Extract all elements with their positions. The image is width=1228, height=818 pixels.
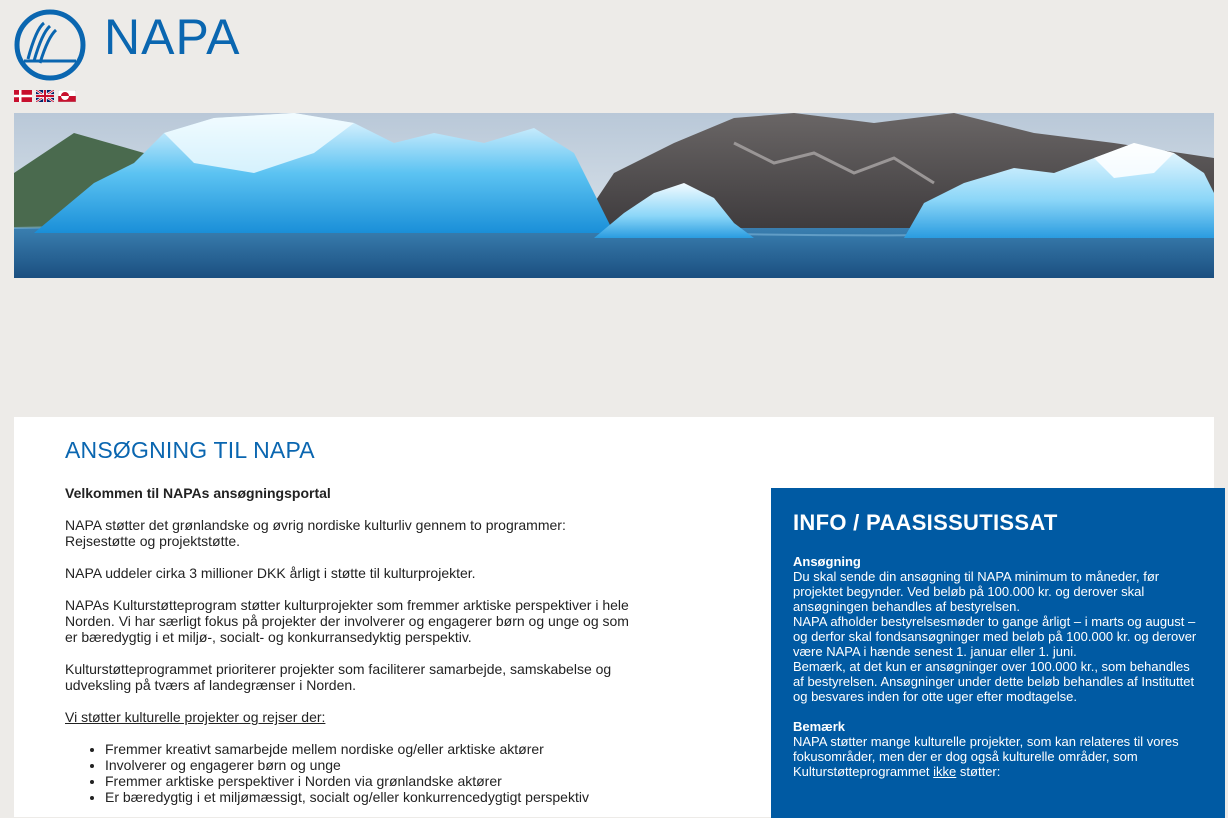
language-switcher (14, 90, 76, 102)
note-label: Bemærk (793, 719, 846, 734)
list-item: • Fremmer arktiske perspektiver i Norden via grønlandske aktører (105, 773, 635, 789)
note-text-before: NAPA støtter mange kulturelle projekter, som kan relateres til vores fokusområder, men der er dog også kulturelle områder, som Kulturstøtteprogrammet (793, 734, 1179, 779)
application-text-3: Bemærk, at det kun er ansøgninger over 100.000 kr., som behandles af bestyrelsen. Ansøgninger under dette beløb behandles af Instituttet og besvares inden for otte uger efter modtagelse. (793, 659, 1195, 704)
main-column (65, 437, 635, 805)
page-title: ANSØGNING TIL NAPA (65, 437, 315, 463)
note-emphasis: ikke (933, 764, 957, 779)
info-title: INFO / PAASISSUTISSAT (793, 510, 1058, 535)
greenland-flag-icon[interactable] (58, 90, 76, 102)
application-text-1: Du skal sende din ansøgning til NAPA minimum to måneder, før projektet begynder. Ved beløb på 100.000 kr. og derover skal ansøgningen behandles af bestyrelsen. (793, 569, 1160, 614)
napa-logo[interactable] (14, 9, 86, 81)
uk-flag-icon[interactable] (36, 90, 54, 102)
content-panel (14, 417, 1214, 817)
application-section (793, 554, 1203, 704)
list-item: • Er bæredygtig i et miljømæssigt, socialt og/eller konkurrencedygtigt perspektiv (105, 789, 635, 805)
support-list (65, 741, 635, 805)
napa-swan-logo-icon (14, 9, 86, 81)
intro-paragraph-2: NAPA uddeler cirka 3 millioner DKK årligt i støtte til kulturprojekter. (65, 565, 476, 581)
hero-banner-icebergs (14, 113, 1214, 278)
welcome-text: Velkommen til NAPAs ansøgningsportal (65, 485, 331, 501)
logo-text: NAPA (104, 9, 241, 65)
note-text-after: støtter: (959, 764, 1001, 779)
application-text-2: NAPA afholder bestyrelsesmøder to gange årligt – i marts og august – og derfor skal fondsansøgninger med beløb på 100.000 kr. og derover være NAPA i hænde senest 1. januar eller 1. juni. (793, 614, 1197, 659)
note-section (793, 719, 1203, 779)
list-item: • Involverer og engagerer børn og unge (105, 757, 635, 773)
denmark-flag-icon[interactable] (14, 90, 32, 102)
application-label: Ansøgning (793, 554, 861, 569)
iceberg-landscape-image (14, 113, 1214, 278)
support-heading: Vi støtter kulturelle projekter og rejser der: (65, 709, 326, 725)
list-item: • Fremmer kreativt samarbejde mellem nordiske og/eller arktiske aktører (105, 741, 635, 757)
intro-paragraph-3: NAPAs Kulturstøtteprogram støtter kulturprojekter som fremmer arktiske perspektiver i hele Norden. Vi har særligt fokus på projekter der involverer og engagerer børn og unge og som er bæredygtig i et miljø-, socialt- og konkurransedyktig perspektiv. (65, 597, 629, 645)
intro-paragraph-4: Kulturstøtteprogrammet prioriterer projekter som faciliterer samarbejde, samskabelse og udveksling på tværs af landegrænser i Norden. (65, 661, 612, 693)
info-box (771, 488, 1225, 818)
intro-paragraph-1: NAPA støtter det grønlandske og øvrig nordiske kulturliv gennem to programmer: Rejsestøtte og projektstøtte. (65, 517, 566, 549)
